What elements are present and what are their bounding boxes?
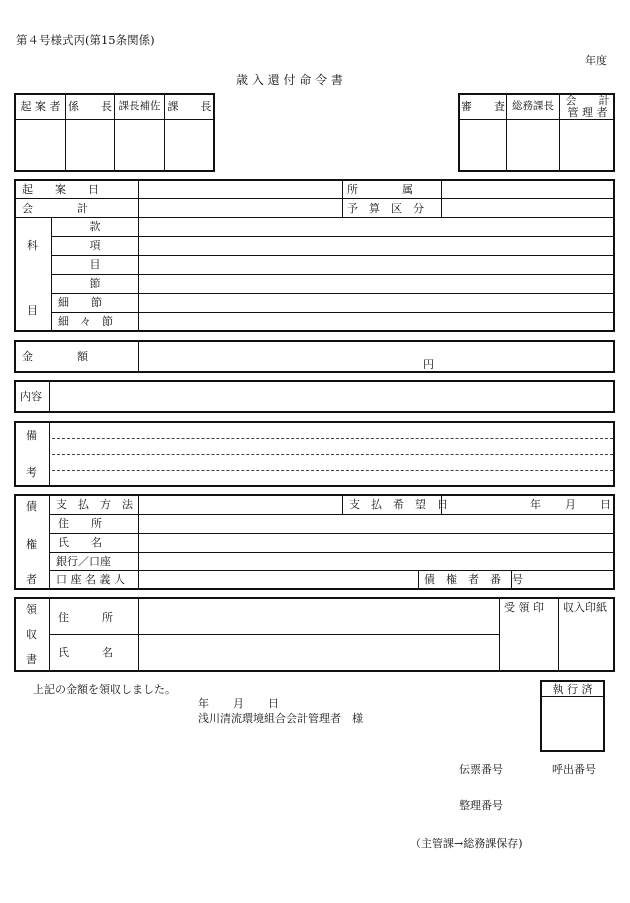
budget-division-label: 予 算 区 分 (347, 202, 424, 215)
receipt-date-year: 年 (198, 697, 209, 710)
kamoku-label-2: 目 (27, 304, 38, 317)
payment-year-label: 年 (530, 498, 541, 511)
receipt-address-label: 住 所 (58, 611, 113, 624)
receipt-seal-label: 受 領 印 (504, 601, 544, 614)
creditor-number-label: 債 権 者 番 号 (424, 573, 523, 586)
kou-label: 項 (89, 239, 101, 252)
fiscal-year-label: 年度 (585, 54, 607, 67)
storage-note: （主管課→総務課保存) (410, 837, 523, 850)
call-number-label: 呼出番号 (552, 763, 596, 776)
yen-unit: 円 (423, 358, 434, 371)
form-number: 第４号様式丙(第15条関係) (16, 33, 155, 47)
bank-account-label: 銀行／口座 (56, 555, 111, 568)
receipt-label-2: 収 (26, 628, 37, 641)
department-label: 所 属 (347, 183, 413, 196)
receipt-date-month: 月 (233, 697, 244, 710)
addressee: 浅川清流環境組合会計管理者 様 (198, 712, 363, 725)
kan-label: 款 (89, 220, 101, 233)
creditor-label-1: 債 (26, 500, 37, 513)
general-affairs-head-header: 総務課長 (512, 100, 554, 112)
amount-block (14, 340, 615, 373)
content-block (14, 380, 615, 413)
creditor-label-3: 者 (26, 573, 37, 586)
remarks-label-2: 考 (26, 466, 37, 479)
executed-label: 執 行 済 (552, 683, 593, 696)
review-header: 審 査 (461, 100, 505, 113)
content-label: 内容 (20, 390, 42, 403)
voucher-number-label: 伝票番号 (459, 763, 503, 776)
approver-section-head-header: 課 長 (167, 100, 212, 113)
receipt-date-day: 日 (268, 697, 279, 710)
receipt-label-1: 領 (26, 603, 37, 616)
reference-number-label: 整理番号 (459, 799, 503, 812)
payment-month-label: 月 (565, 498, 576, 511)
account-holder-label: 口 座 名 義 人 (56, 573, 125, 586)
drafted-date-label: 起 案 日 (22, 183, 99, 196)
received-statement: 上記の金額を領収しました。 (33, 683, 176, 696)
approver-chief-header: 係 長 (68, 100, 112, 113)
accounting-manager-header-1: 会 計 (565, 94, 610, 107)
moku-label: 目 (89, 258, 101, 271)
creditor-address-label: 住 所 (58, 517, 102, 530)
approver-drafter-header: 起 案 者 (20, 100, 61, 113)
revenue-stamp-label: 収入印紙 (563, 601, 607, 614)
accounting-label: 会 計 (22, 202, 88, 215)
remarks-label-1: 備 (26, 429, 37, 442)
payment-method-label: 支 払 方 法 (56, 498, 133, 511)
saisetsu-label: 細 節 (58, 296, 102, 309)
approver-deputy-header: 課長補佐 (118, 100, 161, 112)
creditor-name-label: 氏 名 (58, 536, 102, 549)
payment-date-label: 支 払 希 望 日 (349, 498, 448, 511)
accounting-manager-header-2: 管 理 者 (567, 106, 608, 119)
setsu-label: 節 (89, 277, 101, 290)
amount-label: 金 額 (22, 350, 88, 363)
saisaisetsu-label: 細 々 節 (58, 315, 113, 328)
receipt-label-3: 書 (26, 653, 37, 666)
payment-day-label: 日 (600, 498, 611, 511)
kamoku-label-1: 科 (27, 239, 38, 252)
creditor-label-2: 権 (26, 538, 37, 551)
receipt-name-label: 氏 名 (58, 646, 113, 659)
document-title: 歳 入 還 付 命 令 書 (236, 73, 343, 87)
